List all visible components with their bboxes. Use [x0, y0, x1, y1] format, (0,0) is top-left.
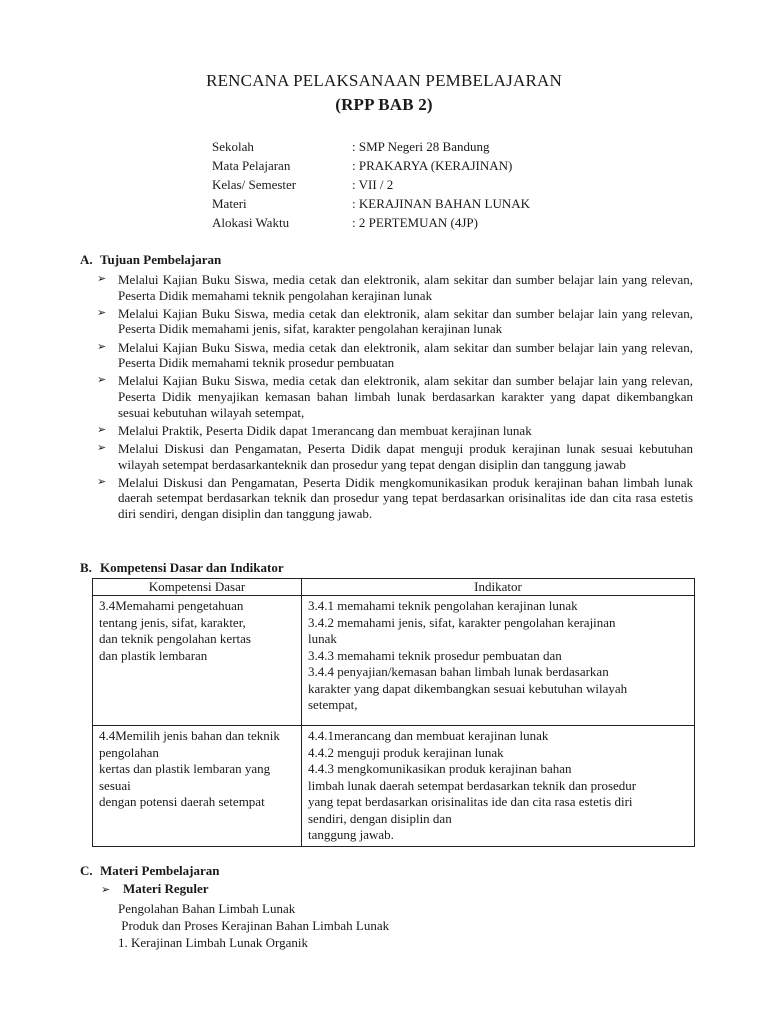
cell-line: dan teknik pengolahan kertas — [99, 631, 251, 646]
section-letter: C. — [80, 863, 93, 878]
list-item-text: Melalui Kajian Buku Siswa, media cetak dan elektronik, alam sekitar dan sumber belajar lain yang relevan, Peserta Didik memahami teknik pengolahan kerajinan lunak — [118, 272, 693, 303]
list-item-text: Melalui Diskusi dan Pengamatan, Peserta Didik dapat menguji produk kerajinan lunak sesuai kebutuhan wilayah setempat berdasarkanteknik dan prosedur yang tepat dengan disiplin dan tanggung jawab — [118, 440, 693, 472]
list-item — [97, 475, 693, 522]
identity-block — [212, 137, 530, 232]
arrow-bullet-icon: ➢ — [97, 374, 107, 387]
indikator-cell — [302, 596, 695, 726]
cell-line: 3.4.2 memahami jenis, sifat, karakter pengolahan kerajinan — [308, 614, 616, 630]
section-a-heading — [80, 252, 221, 268]
materi-line: Pengolahan Bahan Limbah Lunak — [118, 901, 296, 916]
cell-line: 3.4.1 memahami teknik pengolahan kerajinan lunak — [308, 598, 578, 613]
list-item-text: Melalui Praktik, Peserta Didik dapat 1merancang dan membuat kerajinan lunak — [118, 422, 532, 438]
cell-line: dan plastik lembaran — [99, 647, 208, 663]
cell-line: lunak — [308, 631, 337, 646]
arrow-bullet-icon: ➢ — [97, 273, 107, 285]
identity-row — [212, 156, 530, 175]
identity-label: Mata Pelajaran — [212, 158, 291, 173]
subheading-text: Materi Reguler — [123, 881, 209, 896]
identity-label: Kelas/ Semester — [212, 177, 297, 192]
arrow-bullet-icon: ➢ — [101, 884, 111, 896]
arrow-bullet-icon: ➢ — [97, 475, 107, 488]
identity-row — [212, 175, 530, 194]
arrow-bullet-icon: ➢ — [97, 441, 107, 454]
materi-line: 1. Kerajinan Limbah Lunak Organik — [118, 935, 309, 950]
cell-line: tentang jenis, sifat, karakter, — [99, 614, 246, 630]
section-title: Kompetensi Dasar dan Indikator — [100, 560, 284, 575]
section-letter: B. — [80, 560, 92, 575]
section-c-heading — [80, 863, 219, 879]
identity-value: : SMP Negeri 28 Bandung — [352, 139, 490, 154]
identity-label: Alokasi Waktu — [212, 215, 290, 230]
cell-line: 4.4.2 menguji produk kerajinan lunak — [308, 744, 504, 760]
table-row — [93, 596, 695, 726]
materi-reguler-heading — [101, 881, 209, 897]
cell-line: 3.4Memahami pengetahuan — [99, 598, 244, 613]
list-item — [97, 340, 693, 371]
cell-line: tanggung jawab. — [308, 827, 394, 842]
list-item-text: Melalui Diskusi dan Pengamatan, Peserta Didik mengkomunikasikan produk kerajinan bahan limbah lunak daerah setempat berdasarkan teknik dan prosedur yang tepat berdasarkan orisinalitas ide dan cita rasa estetis diri sendiri, dengan disiplin dan tanggung jawab. — [118, 474, 693, 521]
arrow-bullet-icon: ➢ — [97, 423, 107, 436]
section-title: Materi Pembelajaran — [100, 863, 220, 878]
identity-row — [212, 137, 530, 156]
cell-line: yang tepat berdasarkan orisinalitas ide dan cita rasa estetis diri — [308, 794, 633, 809]
section-letter: A. — [80, 252, 93, 267]
materi-content — [118, 900, 389, 951]
column-header-indikator: Indikator — [302, 579, 695, 596]
list-item — [97, 272, 693, 303]
list-item — [97, 441, 693, 472]
identity-label: Sekolah — [212, 139, 254, 154]
cell-line: 4.4Memilih jenis bahan dan teknik — [99, 728, 280, 743]
cell-line: dengan potensi daerah setempat — [99, 794, 265, 809]
column-header-kd: Kompetensi Dasar — [93, 579, 302, 596]
identity-value: : PRAKARYA (KERAJINAN) — [352, 158, 513, 173]
list-item — [97, 306, 693, 337]
indikator-cell — [302, 726, 695, 847]
cell-line: 4.4.3 mengkomunikasikan produk kerajinan bahan — [308, 761, 572, 776]
kd-cell — [93, 596, 302, 726]
section-b-heading — [80, 560, 284, 576]
identity-value: : 2 PERTEMUAN (4JP) — [352, 215, 478, 230]
cell-line: 3.4.3 memahami teknik prosedur pembuatan dan — [308, 647, 562, 663]
identity-value: : VII / 2 — [352, 177, 394, 192]
cell-line: 3.4.4 penyajian/kemasan bahan limbah lunak berdasarkan — [308, 664, 609, 679]
identity-row — [212, 194, 530, 213]
identity-row — [212, 213, 530, 232]
identity-value: : KERAJINAN BAHAN LUNAK — [352, 196, 531, 211]
list-item-text: Melalui Kajian Buku Siswa, media cetak dan elektronik, alam sekitar dan sumber belajar lain yang relevan, Peserta Didik memahami teknik prosedur pembuatan — [118, 339, 693, 371]
list-item — [97, 373, 693, 420]
arrow-bullet-icon: ➢ — [97, 306, 107, 319]
identity-label: Materi — [212, 196, 247, 211]
cell-line: sendiri, dengan disiplin dan — [308, 810, 452, 826]
table-header-row — [93, 579, 695, 596]
document-title: RENCANA PELAKSANAAN PEMBELAJARAN — [206, 71, 562, 90]
document-subtitle: (RPP BAB 2) — [335, 95, 433, 114]
cell-line: setempat, — [308, 697, 358, 712]
list-item — [97, 423, 693, 439]
section-title: Tujuan Pembelajaran — [100, 252, 222, 267]
learning-objectives-list — [97, 272, 693, 524]
cell-line: 4.4.1merancang dan membuat kerajinan lunak — [308, 728, 549, 743]
list-item-text: Melalui Kajian Buku Siswa, media cetak dan elektronik, alam sekitar dan sumber belajar lain yang relevan, Peserta Didik memahami jenis, sifat, karakter pengolahan kerajinan lunak — [118, 305, 693, 337]
cell-line: pengolahan — [99, 744, 159, 760]
cell-line: karakter yang dapat dikembangkan sesuai kebutuhan wilayah — [308, 680, 628, 696]
cell-line: sesuai — [99, 777, 131, 793]
table-row — [93, 726, 695, 847]
competency-table — [92, 578, 695, 847]
arrow-bullet-icon: ➢ — [97, 340, 107, 353]
list-item-text: Melalui Kajian Buku Siswa, media cetak dan elektronik, alam sekitar dan sumber belajar lain yang relevan, Peserta Didik menyajikan kemasan bahan limbah lunak berdasarkan karakter yang dapat dikembangkan sesuai kebutuhan wilayah setempat, — [118, 373, 693, 420]
cell-line: kertas dan plastik lembaran yang — [99, 761, 271, 776]
kd-cell — [93, 726, 302, 847]
materi-line: Produk dan Proses Kerajinan Bahan Limbah Lunak — [118, 918, 390, 933]
cell-line: limbah lunak daerah setempat berdasarkan teknik dan prosedur — [308, 777, 637, 793]
